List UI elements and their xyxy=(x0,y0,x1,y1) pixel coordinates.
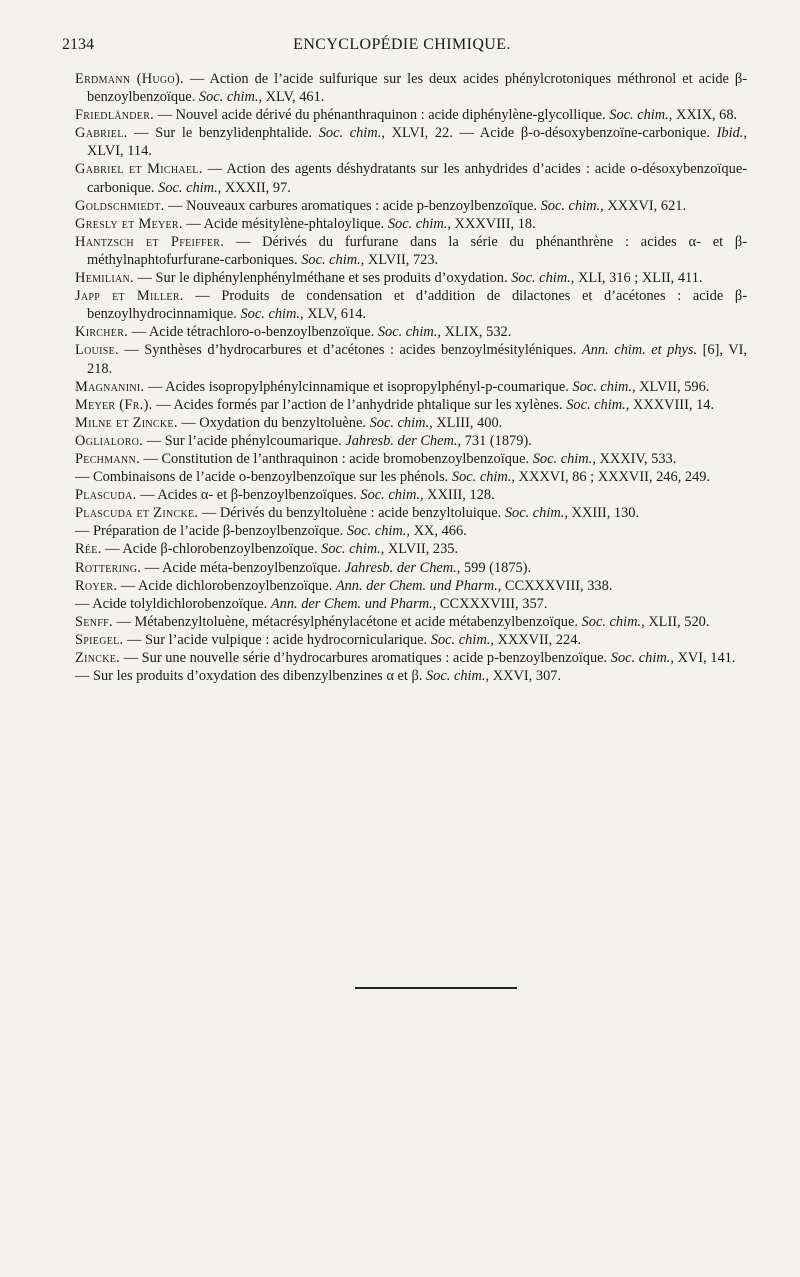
entry-author: Japp et Miller. xyxy=(75,288,184,305)
entry-text: , 599 (1875). xyxy=(456,559,532,576)
bibliography-entry xyxy=(75,323,747,341)
entry-text: — Acide méta-benzoylbenzoïque. xyxy=(141,559,345,576)
entry-source: Soc. chim. xyxy=(430,631,491,648)
entry-source: Soc. chim. xyxy=(318,125,382,142)
entry-author: Plascuda et Zincke. xyxy=(75,505,199,522)
entry-source: Soc. chim. xyxy=(504,505,565,522)
bibliography-entry xyxy=(75,197,747,215)
entry-author: Meyer (Fr.). xyxy=(75,396,153,413)
bibliography-entry xyxy=(75,396,747,414)
entry-text: , XXXII, 97. xyxy=(217,179,291,196)
entry-text: , XXXIV, 533. xyxy=(592,450,677,467)
entry-source: Soc. chim. xyxy=(346,523,407,540)
entry-text: — Dérivés du benzyltoluène : acide benzyltoluique. xyxy=(198,505,505,522)
entry-author: Louise. xyxy=(75,342,119,359)
entry-text: — Produits de condensation et d’addition de dilactones et d’acétones : acide β-benzoylhydrocinnamique. xyxy=(87,288,747,323)
entry-author: Royer. xyxy=(75,577,118,594)
entry-source: Ann. der Chem. und Pharm. xyxy=(270,595,433,612)
entry-text: — Sur l’acide vulpique : acide hydrocornicularique. xyxy=(123,631,431,648)
page-number: 2134 xyxy=(62,36,94,53)
entry-source: Soc. chim. xyxy=(532,450,593,467)
entry-source: Soc. chim. xyxy=(198,89,259,106)
entry-author: Senff. xyxy=(75,613,113,630)
bibliography-entry xyxy=(75,414,747,432)
entry-author: Oglialoro. xyxy=(75,432,144,449)
bibliography-entry xyxy=(75,667,747,685)
entry-text: — Sur l’acide phénylcoumarique. xyxy=(143,432,346,449)
entry-text: , XXXVII, 224. xyxy=(490,631,582,648)
entry-text: [6], VI, 218. xyxy=(87,342,747,377)
entry-author: Gresly et Meyer. xyxy=(75,215,183,232)
entry-author: Spiegel. xyxy=(75,631,124,648)
bibliography-entry xyxy=(75,595,747,613)
entry-author: Plascuda. xyxy=(75,487,137,504)
entry-source: Soc. chim. xyxy=(511,270,571,287)
bibliography-entry xyxy=(75,559,747,577)
entry-text: , CCXXXVIII, 338. xyxy=(497,577,613,594)
entry-text: — Combinaisons de l’acide o-benzoylbenzoïque sur les phénols. xyxy=(75,469,452,486)
bibliography-entry xyxy=(75,106,747,124)
bibliography-entry xyxy=(75,233,747,269)
entry-text: , CCXXXVIII, 357. xyxy=(432,595,548,612)
entry-author: Pechmann. xyxy=(75,450,140,467)
entry-text: , XLVI, 22. — Acide β-o-désoxybenzoïne-carbonique. xyxy=(381,125,717,142)
entry-text: — Oxydation du benzyltoluène. xyxy=(177,414,370,431)
entry-source: Soc. chim. xyxy=(377,324,438,341)
entry-text: , XX, 466. xyxy=(406,523,467,540)
entry-author: Milne et Zincke. xyxy=(75,414,178,431)
entry-text: , XXIII, 130. xyxy=(564,505,640,522)
entry-source: Soc. chim. xyxy=(387,215,448,232)
entry-author: Rée. xyxy=(75,541,102,558)
entry-author: Zincke. xyxy=(75,650,121,666)
entry-source: Ann. der Chem. und Pharm. xyxy=(335,577,498,594)
entry-text: — Acide tétrachloro-o-benzoylbenzoïque. xyxy=(128,324,378,341)
entry-source: Soc. chim. xyxy=(301,251,361,268)
entry-source: Ibid. xyxy=(716,125,744,142)
entry-text: , XLVII, 596. xyxy=(631,378,710,395)
entry-text: — Nouvel acide dérivé du phénanthraquinon : acide diphénylène-glycollique. xyxy=(154,107,610,124)
entry-text: — Sur une nouvelle série d’hydrocarbures aromatiques : acide p-benzoylbenzoïque. xyxy=(120,650,611,666)
bibliography-entry xyxy=(75,577,747,595)
entry-text: , XXIX, 68. xyxy=(668,107,738,124)
entry-author: Gabriel. xyxy=(75,125,128,142)
entry-source: Soc. chim. xyxy=(566,396,626,413)
entry-source: Jahresb. der Chem. xyxy=(344,559,457,576)
entry-author: Goldschmiedt. xyxy=(75,197,165,214)
entry-text: , XXXVI, 86 ; XXXVII, 246, 249. xyxy=(511,469,711,486)
entry-source: Soc. chim. xyxy=(451,469,512,486)
entry-author: Magnanini. xyxy=(75,378,145,395)
bibliography-entry xyxy=(75,160,747,196)
entry-source: Soc. chim. xyxy=(425,668,486,685)
entry-text: — Action de l’acide sulfurique sur les deux acides phénylcrotoniques méthronol et acide β-benzoylbenzoïque. xyxy=(87,71,747,106)
entry-text: , XLIX, 532. xyxy=(437,324,512,341)
bibliography-list xyxy=(75,70,747,685)
bibliography-entry xyxy=(75,378,747,396)
entry-author: Gabriel et Michael. xyxy=(75,161,203,178)
entry-text: , XXXVIII, 14. xyxy=(625,396,715,413)
bibliography-entry xyxy=(75,631,747,649)
entry-text: — Dérivés du furfurane dans la série du phénanthrène : acides α- et β-méthylnaphtofurfurane-carboniques. xyxy=(87,233,747,268)
bibliography-entry xyxy=(75,504,747,522)
bibliography-entry xyxy=(75,70,747,106)
entry-text: , XXXVI, 621. xyxy=(600,197,687,214)
entry-text: — Action des agents déshydratants sur les anhydrides d’acides : acide o-désoxybenzoïque-carbonique. xyxy=(87,161,747,196)
entry-source: Soc. chim. xyxy=(240,306,301,323)
entry-text: , XLVI, 114. xyxy=(87,125,748,160)
entry-text: — Nouveaux carbures aromatiques : acide p-benzoylbenzoïque. xyxy=(164,197,541,214)
entry-author: Erdmann (Hugo). xyxy=(75,71,184,87)
entry-text: , XLVII, 723. xyxy=(360,251,439,268)
bibliography-entry xyxy=(75,486,747,504)
entry-source: Jahresb. der Chem. xyxy=(345,432,458,449)
entry-text: — Acides formés par l’action de l’anhydride phtalique sur les xylènes. xyxy=(152,396,567,413)
entry-text: , XLV, 614. xyxy=(300,306,366,323)
entry-text: — Sur les produits d’oxydation des dibenzylbenzines α et β. xyxy=(75,668,426,685)
entry-author: Rottering. xyxy=(75,559,142,576)
entry-source: Soc. chim. xyxy=(572,378,632,395)
entry-text: — Métabenzyltoluène, métacrésylphénylacétone et acide métabenzylbenzoïque. xyxy=(112,613,582,630)
entry-text: , XLVII, 235. xyxy=(380,541,459,558)
entry-text: , XLV, 461. xyxy=(258,89,325,106)
entry-text: , XLI, 316 ; XLII, 411. xyxy=(570,270,703,287)
entry-author: Hantzsch et Pfeiffer. xyxy=(75,233,225,250)
entry-text: , XLII, 520. xyxy=(641,613,710,630)
entry-source: Soc. chim. xyxy=(360,487,420,504)
entry-text: , XXXVIII, 18. xyxy=(447,215,536,232)
bibliography-entry xyxy=(75,649,747,667)
entry-author: Friedländer. xyxy=(75,107,155,124)
entry-source: Ann. chim. et phys. xyxy=(581,342,698,359)
entry-text: , XXIII, 128. xyxy=(419,487,495,504)
entry-source: Soc. chim. xyxy=(609,107,669,124)
bibliography-entry xyxy=(75,540,747,558)
entry-text: , XVI, 141. xyxy=(670,650,736,666)
entry-text: — Constitution de l’anthraquinon : acide bromobenzoylbenzoïque. xyxy=(139,450,533,467)
entry-text: — Préparation de l’acide β-benzoylbenzoïque. xyxy=(75,523,347,540)
entry-text: , XXVI, 307. xyxy=(485,668,562,685)
bibliography-entry xyxy=(75,432,747,450)
bibliography-entry xyxy=(75,287,747,323)
entry-text: — Sur le benzylidenphtalide. xyxy=(127,125,319,142)
entry-source: Soc. chim. xyxy=(540,197,601,214)
bibliography-entry xyxy=(75,341,747,377)
entry-text: — Acides α- et β-benzoylbenzoïques. xyxy=(136,487,361,504)
entry-source: Soc. chim. xyxy=(369,414,430,431)
entry-text: — Synthèses d’hydrocarbures et d’acétones : acides benzoylmésityléniques. xyxy=(118,342,582,359)
running-title: ENCYCLOPÉDIE CHIMIQUE. xyxy=(293,36,511,53)
entry-source: Soc. chim. xyxy=(581,613,642,630)
bibliography-entry xyxy=(75,269,747,287)
bibliography-entry xyxy=(75,450,747,468)
bibliography-entry xyxy=(75,215,747,233)
entry-text: — Acide dichlorobenzoylbenzoïque. xyxy=(117,577,336,594)
bibliography-entry xyxy=(75,468,747,486)
entry-text: — Acides isopropylphénylcinnamique et isopropylphényl-p-coumarique. xyxy=(144,378,573,395)
bibliography-entry xyxy=(75,613,747,631)
entry-text: , 731 (1879). xyxy=(457,432,532,449)
entry-text: — Sur le diphénylenphénylméthane et ses produits d’oxydation. xyxy=(133,270,512,287)
bibliography-entry xyxy=(75,124,747,160)
entry-text: — Acide β-chlorobenzoylbenzoïque. xyxy=(101,541,322,558)
page-header xyxy=(62,36,742,58)
entry-source: Soc. chim. xyxy=(321,541,381,558)
section-divider xyxy=(355,987,517,989)
entry-source: Soc. chim. xyxy=(158,179,218,196)
entry-author: Hemilian. xyxy=(75,270,134,287)
entry-author: Kircher. xyxy=(75,324,129,341)
entry-source: Soc. chim. xyxy=(610,650,671,666)
entry-text: — Acide tolyldichlorobenzoïque. xyxy=(75,595,271,612)
entry-text: — Acide mésitylène-phtaloylique. xyxy=(182,215,388,232)
entry-text: , XLIII, 400. xyxy=(429,414,503,431)
bibliography-entry xyxy=(75,522,747,540)
